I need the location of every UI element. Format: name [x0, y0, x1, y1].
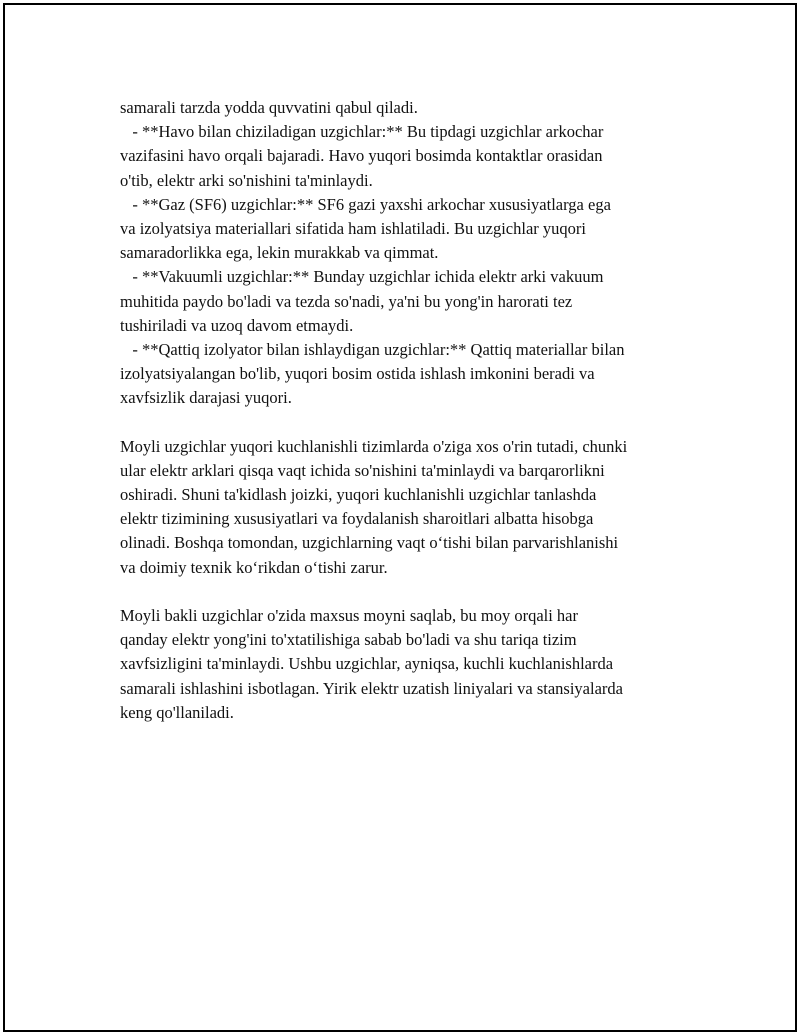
- text-line: o'tib, elektr arki so'nishini ta'minlaydi.: [120, 170, 373, 190]
- text-line: - **Vakuumli uzgichlar:** Bunday uzgichlar ichida elektr arki vakuum: [120, 267, 604, 287]
- paragraph-gap: [120, 410, 700, 434]
- paragraph-oil-tank-breakers: [120, 604, 700, 725]
- text-line: qanday elektr yong'ini to'xtatilishiga sabab bo'ladi va shu tariqa tizim: [120, 630, 577, 650]
- text-line: va izolyatsiya materiallari sifatida ham ishlatiladi. Bu uzgichlar yuqori: [120, 218, 586, 238]
- text-line: samarali tarzda yodda quvvatini qabul qiladi.: [120, 98, 418, 117]
- text-line: - **Qattiq izolyator bilan ishlaydigan uzgichlar:** Qattiq materiallar bilan: [120, 339, 625, 359]
- text-line: elektr tizimining xususiyatlari va foydalanish sharoitlari albatta hisobga: [120, 509, 594, 529]
- text-line: Moyli uzgichlar yuqori kuchlanishli tizimlarda o'ziga xos o'rin tutadi, chunki: [120, 436, 628, 456]
- text-line: - **Gaz (SF6) uzgichlar:** SF6 gazi yaxshi arkochar xususiyatlarga ega: [120, 194, 611, 214]
- text-line: samarali ishlashini isbotlagan. Yirik elektr uzatish liniyalari va stansiyalarda: [120, 678, 623, 698]
- text-line: tushiriladi va uzoq davom etmaydi.: [120, 315, 354, 335]
- text-line: muhitida paydo bo'ladi va tezda so'nadi, ya'ni bu yong'in harorati tez: [120, 291, 573, 311]
- text-line: olinadi. Boshqa tomondan, uzgichlarning vaqt o‘tishi bilan parvarishlanishi: [120, 533, 619, 553]
- text-line: keng qo'llaniladi.: [120, 702, 234, 722]
- document-body: [120, 96, 700, 725]
- paragraph-gap: [120, 580, 700, 604]
- text-line: ular elektr arklari qisqa vaqt ichida so'nishini ta'minlaydi va barqarorlikni: [120, 460, 605, 480]
- text-line: va doimiy texnik ko‘rikdan o‘tishi zarur.: [120, 557, 388, 577]
- text-line: Moyli bakli uzgichlar o'zida maxsus moyni saqlab, bu moy orqali har: [120, 605, 579, 625]
- document-page: [3, 3, 797, 1032]
- paragraph-breaker-types: [120, 96, 700, 410]
- text-line: vazifasini havo orqali bajaradi. Havo yuqori bosimda kontaktlar orasidan: [120, 146, 603, 166]
- text-line: xavfsizligini ta'minlaydi. Ushbu uzgichlar, ayniqsa, kuchli kuchlanishlarda: [120, 654, 614, 674]
- text-line: izolyatsiyalangan bo'lib, yuqori bosim ostida ishlash imkonini beradi va: [120, 364, 595, 384]
- text-line: - **Havo bilan chiziladigan uzgichlar:** Bu tipdagi uzgichlar arkochar: [120, 122, 604, 142]
- text-line: xavfsizlik darajasi yuqori.: [120, 388, 292, 408]
- paragraph-oil-breakers: [120, 435, 700, 580]
- text-line: oshiradi. Shuni ta'kidlash joizki, yuqori kuchlanishli uzgichlar tanlashda: [120, 485, 597, 504]
- text-line: samaradorlikka ega, lekin murakkab va qimmat.: [120, 243, 439, 263]
